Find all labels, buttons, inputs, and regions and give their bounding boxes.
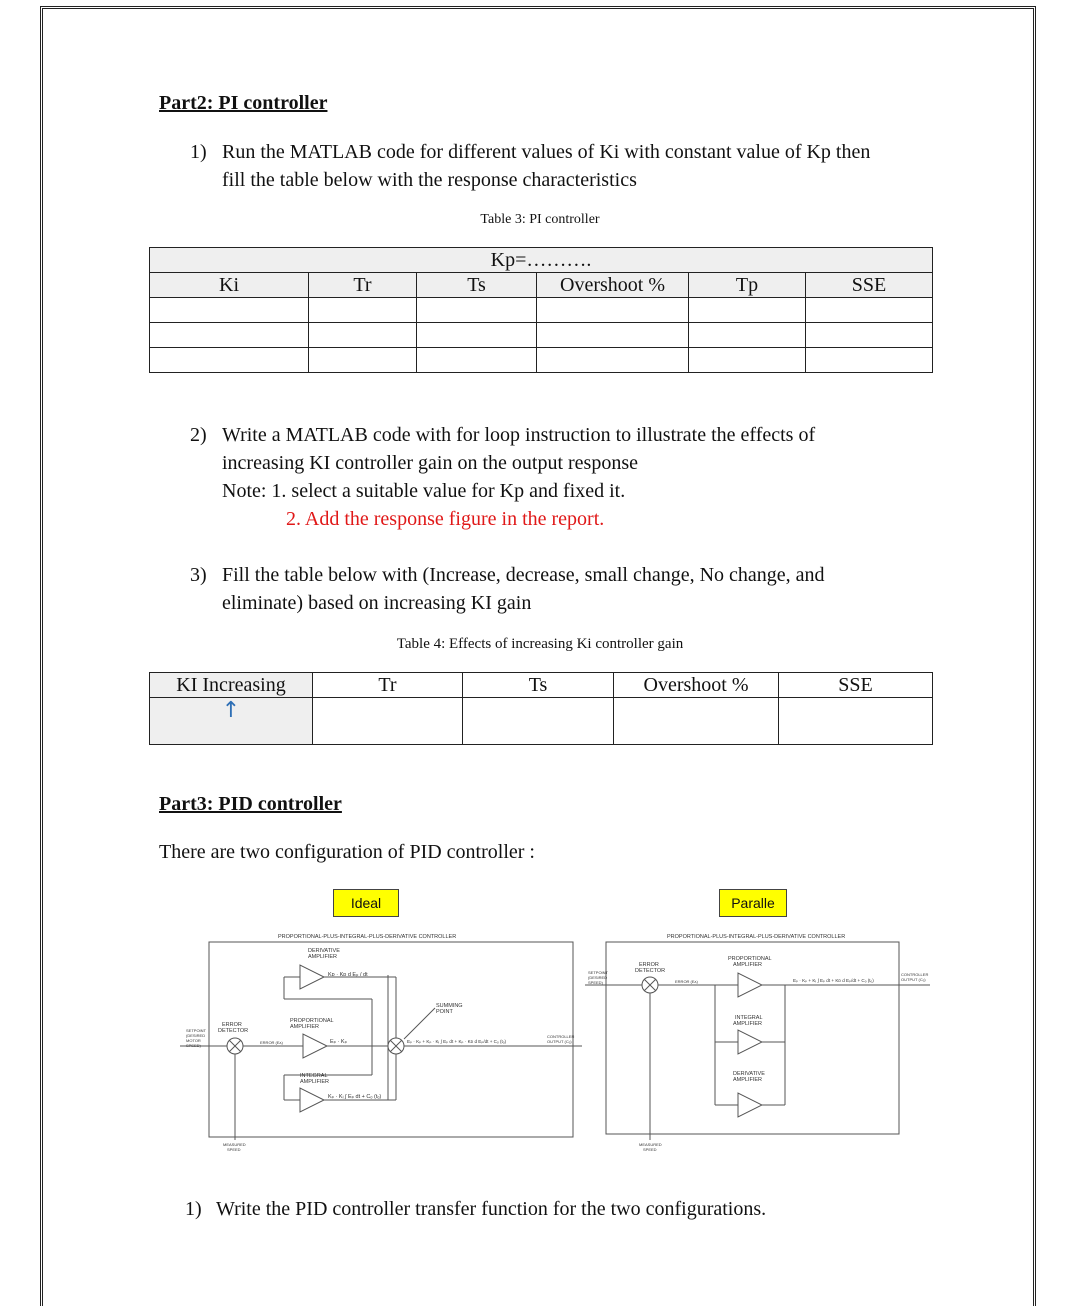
ideal-detector-label: DETECTOR — [218, 1028, 249, 1034]
part3-item1-number: 1) — [185, 1198, 202, 1220]
table-row — [150, 698, 933, 745]
ideal-title: PROPORTIONAL-PLUS-INTEGRAL-PLUS-DERIVATIVE CONTROLLER — [278, 934, 457, 940]
parallel-pid-diagram — [585, 925, 945, 1157]
parallel-error-label: ERROR — [639, 962, 659, 968]
parallel-setpoint-3: SPEED) — [588, 980, 603, 985]
ideal-measured-1: MEASURED — [223, 1142, 246, 1147]
parallel-output-eq: Eₚ · Kₚ + Kᵢ ∫ Eₚ dt + Kᴅ d Eₚ/dt + Cₒ (tₒ) — [793, 978, 874, 983]
table4-col-ts: Ts — [463, 673, 614, 698]
ideal-summing-label: SUMMING — [436, 1003, 463, 1009]
item2-number: 2) — [190, 424, 207, 446]
ideal-controller-output-1: CONTROLLER — [547, 1034, 575, 1039]
item1-number: 1) — [190, 141, 207, 163]
parallel-measured-1: MEASURED — [639, 1142, 662, 1147]
parallel-integral-label: INTEGRAL — [735, 1015, 763, 1021]
table-cell[interactable] — [537, 348, 689, 373]
ideal-measured-2: SPEED — [227, 1147, 241, 1152]
parallel-derivative-amplifier: AMPLIFIER — [733, 1077, 763, 1083]
ideal-error-signal: ERROR (Eᴀ) — [260, 1040, 283, 1045]
ideal-derivative-amplifier: AMPLIFIER — [308, 954, 338, 960]
ideal-label: Ideal — [333, 889, 399, 917]
table4-caption: Table 4: Effects of increasing Ki controller gain — [396, 636, 684, 652]
parallel-integral-amp — [738, 1030, 762, 1054]
table-cell[interactable] — [463, 698, 614, 745]
ideal-proportional-amp — [303, 1034, 327, 1058]
table-cell[interactable] — [417, 348, 537, 373]
item1-line1: Run the MATLAB code for different values of Ki with constant value of Kp then — [222, 141, 871, 163]
item2-line1: Write a MATLAB code with for loop instruction to illustrate the effects of — [222, 424, 816, 446]
ideal-controller-output-2: OUTPUT (Cₒ) — [547, 1039, 572, 1044]
ideal-pid-diagram — [180, 925, 590, 1157]
table-cell[interactable] — [614, 698, 779, 745]
table4-col-sse: SSE — [779, 673, 933, 698]
table3-col-tp: Tp — [689, 273, 806, 298]
item3-line1: Fill the table below with (Increase, decrease, small change, No change, and — [222, 564, 825, 586]
table4-col-tr: Tr — [313, 673, 463, 698]
ideal-proportional-label: PROPORTIONAL — [290, 1018, 334, 1024]
item1-line2: fill the table below with the response characteristics — [222, 169, 637, 191]
table-cell[interactable] — [689, 348, 806, 373]
table-cell[interactable] — [417, 298, 537, 323]
table3-col-ki: Ki — [150, 273, 309, 298]
arrow-up-icon: ↑ — [150, 698, 313, 745]
parallel-setpoint-2: (DESIRED — [588, 975, 608, 980]
table-cell[interactable] — [150, 323, 309, 348]
table-cell[interactable] — [689, 323, 806, 348]
table4-col-ki: KI Increasing — [150, 673, 313, 698]
item3-line2: eliminate) based on increasing KI gain — [222, 592, 532, 614]
table3-kp-header: Kp=………. — [150, 248, 933, 273]
table-row — [150, 348, 933, 373]
table3-caption: Table 3: PI controller — [480, 212, 600, 227]
table3-col-ts: Ts — [417, 273, 537, 298]
table-cell[interactable] — [806, 298, 933, 323]
ideal-derivative-label: DERIVATIVE — [308, 948, 340, 954]
table-cell[interactable] — [537, 323, 689, 348]
ideal-setpoint-4: SPEED) — [186, 1043, 201, 1048]
item2-note-red: 2. Add the response figure in the report. — [286, 508, 605, 530]
item2-line2: increasing KI controller gain on the output response — [222, 452, 638, 474]
ideal-proportional-eq: Eₚ · Kₚ — [330, 1039, 347, 1045]
part3-intro: There are two configuration of PID controller : — [159, 841, 535, 863]
table-row — [150, 323, 933, 348]
ideal-integral-amplifier: AMPLIFIER — [300, 1079, 330, 1085]
table3-col-tr: Tr — [309, 273, 417, 298]
parallel-label: Paralle — [719, 889, 787, 917]
table4-col-overshoot: Overshoot % — [614, 673, 779, 698]
parallel-title: PROPORTIONAL-PLUS-INTEGRAL-PLUS-DERIVATIVE CONTROLLER — [667, 934, 846, 940]
part3-heading: Part3: PID controller — [159, 793, 342, 815]
ideal-point-label: POINT — [436, 1009, 453, 1015]
table-cell[interactable] — [806, 323, 933, 348]
table-cell[interactable] — [309, 298, 417, 323]
parallel-proportional-amp — [738, 973, 762, 997]
ideal-integral-label: INTEGRAL — [300, 1073, 328, 1079]
table3-col-overshoot: Overshoot % — [537, 273, 689, 298]
table-cell[interactable] — [150, 348, 309, 373]
ideal-proportional-amplifier: AMPLIFIER — [290, 1024, 320, 1030]
parallel-error-signal: ERROR (Eᴀ) — [675, 979, 698, 984]
table-cell[interactable] — [417, 323, 537, 348]
ideal-integral-amp — [300, 1088, 324, 1112]
parallel-measured-2: SPEED — [643, 1147, 657, 1152]
ideal-derivative-amp — [300, 965, 324, 989]
table3 — [149, 247, 933, 373]
ideal-setpoint-1: SETPOINT — [186, 1028, 207, 1033]
item3-number: 3) — [190, 564, 207, 586]
table3-col-sse: SSE — [806, 273, 933, 298]
parallel-proportional-label: PROPORTIONAL — [728, 956, 772, 962]
table-cell[interactable] — [309, 323, 417, 348]
table-cell[interactable] — [309, 348, 417, 373]
table4 — [149, 672, 933, 745]
ideal-error-label: ERROR — [222, 1022, 242, 1028]
ideal-setpoint-2: (DESIRED — [186, 1033, 206, 1038]
ideal-output-eq: Eₚ · Kₚ + Kₚ · Kᵢ ∫ Eₚ dt + Kₚ · Kᴅ d Eₚ/dt + Cₒ (tₒ) — [407, 1039, 507, 1044]
table-cell[interactable] — [150, 298, 309, 323]
parallel-derivative-label: DERIVATIVE — [733, 1071, 765, 1077]
table-cell[interactable] — [537, 298, 689, 323]
parallel-controller-output-2: OUTPUT (Cₒ) — [901, 977, 926, 982]
parallel-integral-amplifier: AMPLIFIER — [733, 1021, 763, 1027]
ideal-setpoint-3: MOTOR — [186, 1038, 201, 1043]
parallel-setpoint-1: SETPOINT — [588, 970, 609, 975]
part2-heading: Part2: PI controller — [159, 92, 328, 114]
part3-item1: Write the PID controller transfer function for the two configurations. — [216, 1198, 767, 1220]
table-cell[interactable] — [779, 698, 933, 745]
parallel-controller-output-1: CONTROLLER — [901, 972, 929, 977]
parallel-proportional-amplifier: AMPLIFIER — [733, 962, 763, 968]
table-row — [150, 298, 933, 323]
ideal-integral-eq: Kₚ · Kᵢ ∫ Eₚ dt + Cₒ (tₒ) — [328, 1094, 382, 1100]
table-cell[interactable] — [313, 698, 463, 745]
ideal-derivative-eq: Kᴅ · Kᴅ d Eₚ / dt — [328, 972, 368, 978]
item2-note: Note: 1. select a suitable value for Kp and fixed it. — [222, 480, 626, 502]
table-cell[interactable] — [806, 348, 933, 373]
parallel-detector-label: DETECTOR — [635, 968, 666, 974]
table-cell[interactable] — [689, 298, 806, 323]
parallel-derivative-amp — [738, 1093, 762, 1117]
